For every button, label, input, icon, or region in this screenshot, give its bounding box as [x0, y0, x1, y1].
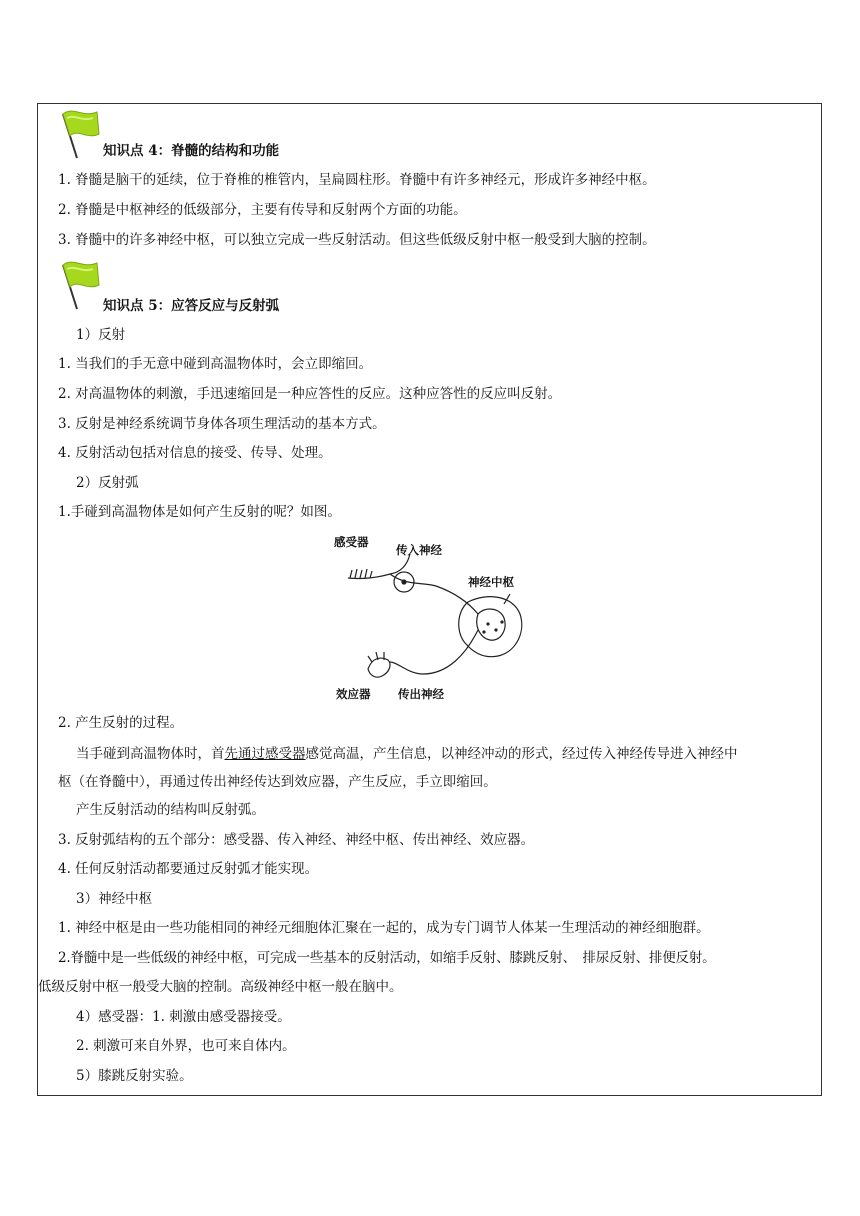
nerve-center-item-2-line1: 2.脊髓中是一些低级的神经中枢，可完成一些基本的反射活动，如缩手反射、膝跳反射、 排尿反射、排便反射。: [58, 950, 716, 966]
reflex-item-4: 4. 反射活动包括对信息的接受、传导、处理。: [58, 445, 332, 461]
sub-heading-reflex-arc: 2）反射弧: [76, 475, 139, 491]
process-text-after: 感觉高温，产生信息，以神经冲动的形式，经过传入神经传导进入神经中: [305, 746, 738, 762]
reflex-item-2: 2. 对高温物体的刺激，手迅速缩回是一种应答性的反应。这种应答性的反应叫反射。: [58, 386, 562, 402]
sub-heading-knee-jerk: 5）膝跳反射实验。: [76, 1068, 193, 1084]
reflex-item-3: 3. 反射是神经系统调节身体各项生理活动的基本方式。: [58, 416, 386, 432]
section4-item-2: 2. 脊髓是中枢神经的低级部分，主要有传导和反射两个方面的功能。: [58, 202, 467, 218]
section4-item-3: 3. 脊髓中的许多神经中枢，可以独立完成一些反射活动。但这些低级反射中枢一般受到大脑的控制。: [58, 232, 656, 248]
flag-icon: [53, 257, 101, 311]
flag-icon: [53, 106, 101, 160]
sub-heading-nerve-center: 3）神经中枢: [76, 891, 153, 907]
process-paragraph-2: 产生反射活动的结构叫反射弧。: [76, 802, 265, 818]
reflex-arc-item-4: 4. 任何反射活动都要通过反射弧才能实现。: [58, 861, 319, 877]
reflex-arc-item-3: 3. 反射弧结构的五个部分：感受器、传入神经、神经中枢、传出神经、效应器。: [58, 832, 535, 848]
label-afferent-nerve: 传入神经: [396, 543, 442, 557]
reflex-arc-diagram: [328, 534, 528, 709]
label-receptor: 感受器: [334, 535, 369, 549]
sub-heading-receptor: 4）感受器：1. 刺激由感受器接受。: [76, 1009, 291, 1025]
content-frame: [37, 103, 822, 1096]
nerve-center-item-2-line2: 低级反射中枢一般受大脑的控制。高级神经中枢一般在脑中。: [38, 979, 403, 995]
nerve-center-item-1: 1. 神经中枢是由一些功能相同的神经元细胞体汇聚在一起的，成为专门调节人体某一生理活动的神经细胞群。: [58, 920, 710, 936]
process-paragraph-line2: 枢（在脊髓中），再通过传出神经传达到效应器，产生反应，手立即缩回。: [58, 774, 497, 790]
label-nerve-center: 神经中枢: [468, 575, 514, 589]
reflex-arc-drawing: [328, 534, 528, 709]
process-text-before: 当手碰到高温物体时，首: [76, 746, 225, 762]
section5-title: 知识点 5：应答反应与反射弧: [103, 298, 280, 314]
process-text-underline: 先通过感受器: [224, 746, 306, 762]
label-efferent-nerve: 传出神经: [398, 687, 444, 701]
receptor-item-2: 2. 刺激可来自外界，也可来自体内。: [76, 1038, 296, 1054]
label-effector: 效应器: [336, 687, 371, 701]
process-title: 2. 产生反射的过程。: [58, 715, 184, 731]
sub-heading-reflex: 1）反射: [76, 327, 126, 343]
reflex-item-1: 1. 当我们的手无意中碰到高温物体时，会立即缩回。: [58, 356, 373, 372]
section4-item-1: 1. 脊髓是脑干的延续，位于脊椎的椎管内，呈扁圆柱形。脊髓中有许多神经元，形成许多神经中枢。: [58, 172, 656, 188]
section4-title: 知识点 4：脊髓的结构和功能: [103, 143, 280, 159]
reflex-arc-intro: 1.手碰到高温物体是如何产生反射的呢？如图。: [58, 504, 341, 520]
process-paragraph-line1: [76, 745, 738, 763]
